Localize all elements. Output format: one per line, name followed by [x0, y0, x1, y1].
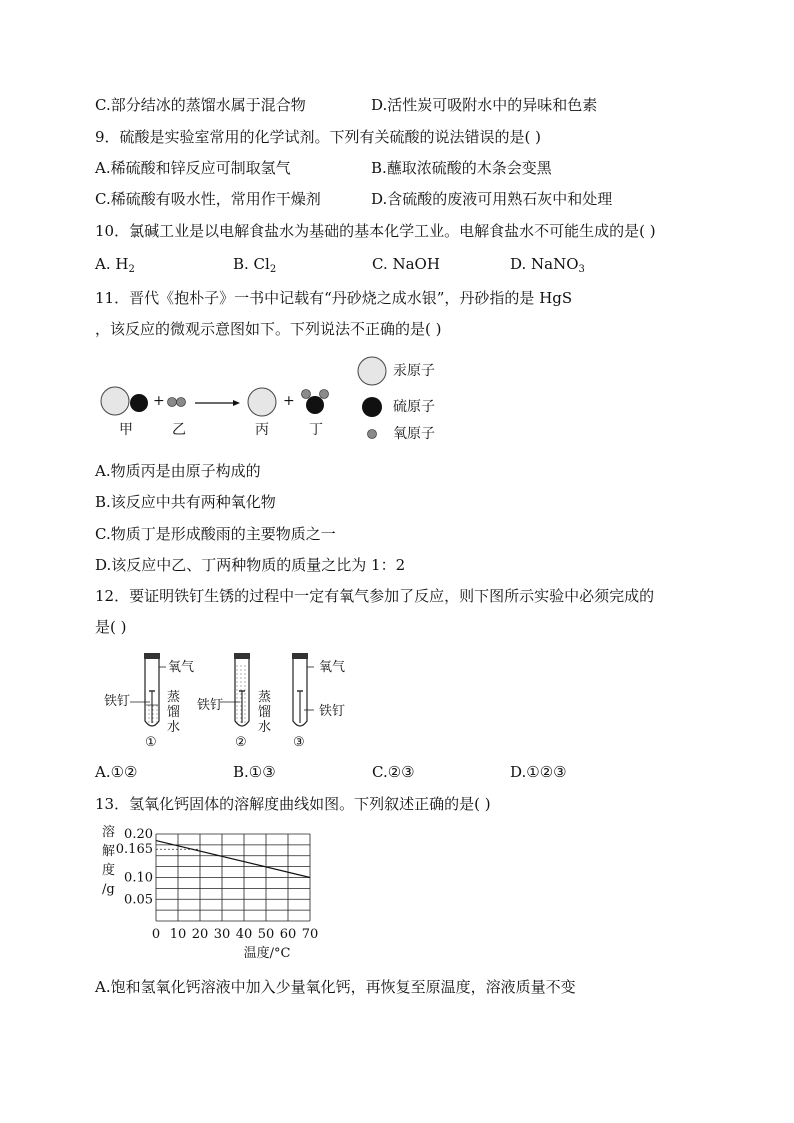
q9-stem: 9．硫酸是实验室常用的化学试剂。下列有关硫酸的说法错误的是( ) [95, 128, 542, 146]
legend-mercury: 汞原子 [393, 363, 435, 379]
test-tube-3 [292, 653, 314, 726]
x-tick-label: 60 [279, 927, 297, 942]
oxygen-atom-icon [368, 430, 377, 439]
q9-option-d: D.含硫酸的废液可用熟石灰中和处理 [371, 190, 613, 208]
q11-option-c: C.物质丁是形成酸雨的主要物质之一 [95, 525, 336, 543]
label-number-3: ③ [293, 735, 305, 750]
x-tick-label: 0 [151, 927, 161, 942]
q10-option-c: C. NaOH [372, 255, 440, 273]
x-axis-label: 温度/°C [243, 946, 291, 961]
x-tick-label: 10 [169, 927, 187, 942]
label-water-2b: 馏 [258, 705, 272, 720]
oxygen-atom [177, 398, 186, 407]
label-jia: 甲 [119, 422, 133, 438]
solubility-chart [112, 826, 332, 966]
sulfur-atom [306, 396, 324, 414]
test-tube-2 [220, 653, 250, 726]
label-water-2a: 蒸 [258, 690, 272, 705]
label-number-2: ② [235, 735, 247, 750]
q12-option-b: B.①③ [233, 763, 276, 781]
label-ding: 丁 [309, 422, 323, 438]
plus-sign: + [153, 393, 165, 409]
y-tick-label: 0.20 [124, 827, 153, 842]
q13-stem: 13．氢氧化钙固体的溶解度曲线如图。下列叙述正确的是( ) [95, 795, 491, 813]
oxygen-atom [302, 390, 311, 399]
legend-oxygen: 氧原子 [393, 426, 435, 442]
q10-option-a: A. $H_2$ [95, 255, 135, 275]
q11-option-b: B.该反应中共有两种氧化物 [95, 493, 276, 511]
chart-grid [156, 834, 310, 921]
y-axis-label-char: 解 [102, 844, 116, 859]
solubility-curve [156, 841, 310, 878]
x-tick-label: 20 [191, 927, 209, 942]
label-water-1c: 水 [167, 720, 181, 735]
q12-stem-line1: 12．要证明铁钉生锈的过程中一定有氧气参加了反应，则下图所示实验中必须完成的 [95, 587, 655, 605]
y-tick-label: 0.05 [124, 892, 153, 908]
label-water-2c: 水 [258, 720, 272, 735]
label-nail-1: 铁钉 [104, 694, 131, 709]
q9-option-c: C.稀硫酸有吸水性，常用作干燥剂 [95, 190, 321, 208]
y-tick-label: 0.165 [115, 842, 153, 858]
y-axis-label-char: 度 [102, 863, 116, 878]
y-tick-labels [116, 827, 153, 907]
y-axis-label-char: /g [102, 882, 115, 897]
legend-sulfur: 硫原子 [393, 399, 435, 415]
x-tick-labels [152, 927, 318, 942]
q11-option-a: A.物质丙是由原子构成的 [95, 462, 261, 480]
q13-option-a: A.饱和氢氧化钙溶液中加入少量氧化钙，再恢复至原温度，溶液质量不变 [95, 978, 576, 996]
x-tick-label: 40 [235, 927, 253, 942]
x-tick-label: 50 [257, 927, 275, 942]
x-tick-label: 70 [301, 927, 319, 942]
plus-sign: + [283, 393, 295, 409]
label-water-1a: 蒸 [167, 690, 181, 705]
q12-option-c: C.②③ [372, 763, 415, 781]
label-yi: 乙 [172, 422, 186, 438]
q12-option-d: D.①②③ [510, 763, 567, 781]
label-oxygen-3: 氧气 [319, 660, 346, 675]
mercury-atom-icon [358, 357, 386, 385]
label-bing: 丙 [255, 422, 269, 438]
test-tube-1 [130, 653, 166, 726]
y-axis-label-char: 溶 [102, 825, 116, 840]
q11-option-d: D.该反应中乙、丁两种物质的质量之比为 1：2 [95, 556, 406, 574]
q10-stem: 10．氯碱工业是以电解食盐水为基础的基本化学工业。电解食盐水不可能生成的是( ) [95, 222, 656, 240]
oxygen-atom [168, 398, 177, 407]
q9-option-b: B.蘸取浓硫酸的木条会变黑 [371, 159, 552, 177]
label-number-1: ① [145, 735, 157, 750]
label-water-1b: 馏 [167, 705, 181, 720]
oxygen-atom [320, 390, 329, 399]
sulfur-atom-icon [362, 397, 382, 417]
sulfur-atom [130, 394, 148, 412]
label-oxygen-1: 氧气 [168, 660, 195, 675]
y-tick-label: 0.10 [124, 870, 153, 886]
q8-option-d: D.活性炭可吸附水中的异味和色素 [371, 96, 598, 114]
label-nail-3: 铁钉 [319, 704, 346, 719]
label-nail-2: 铁钉 [197, 698, 224, 713]
q12-stem-line2: 是( ) [95, 618, 127, 636]
mercury-atom [101, 387, 129, 415]
solubility-curve-group [156, 841, 310, 878]
q12-option-a: A.①② [95, 763, 138, 781]
q8-option-c: C.部分结冰的蒸馏水属于混合物 [95, 96, 306, 114]
x-tick-label: 30 [213, 927, 231, 942]
q11-stem-line1: 11．晋代《抱朴子》一书中记载有“丹砂烧之成水银”，丹砂指的是 HgS [95, 289, 573, 307]
mercury-atom [248, 388, 276, 416]
q10-option-b: B. $Cl_2$ [233, 255, 277, 275]
q11-stem-line2: ，该反应的微观示意图如下。下列说法不正确的是( ) [95, 320, 442, 338]
q9-option-a: A.稀硫酸和锌反应可制取氢气 [95, 159, 291, 177]
q10-option-d: D. NaNO$_3$ [510, 255, 585, 275]
arrow-head [233, 400, 240, 406]
